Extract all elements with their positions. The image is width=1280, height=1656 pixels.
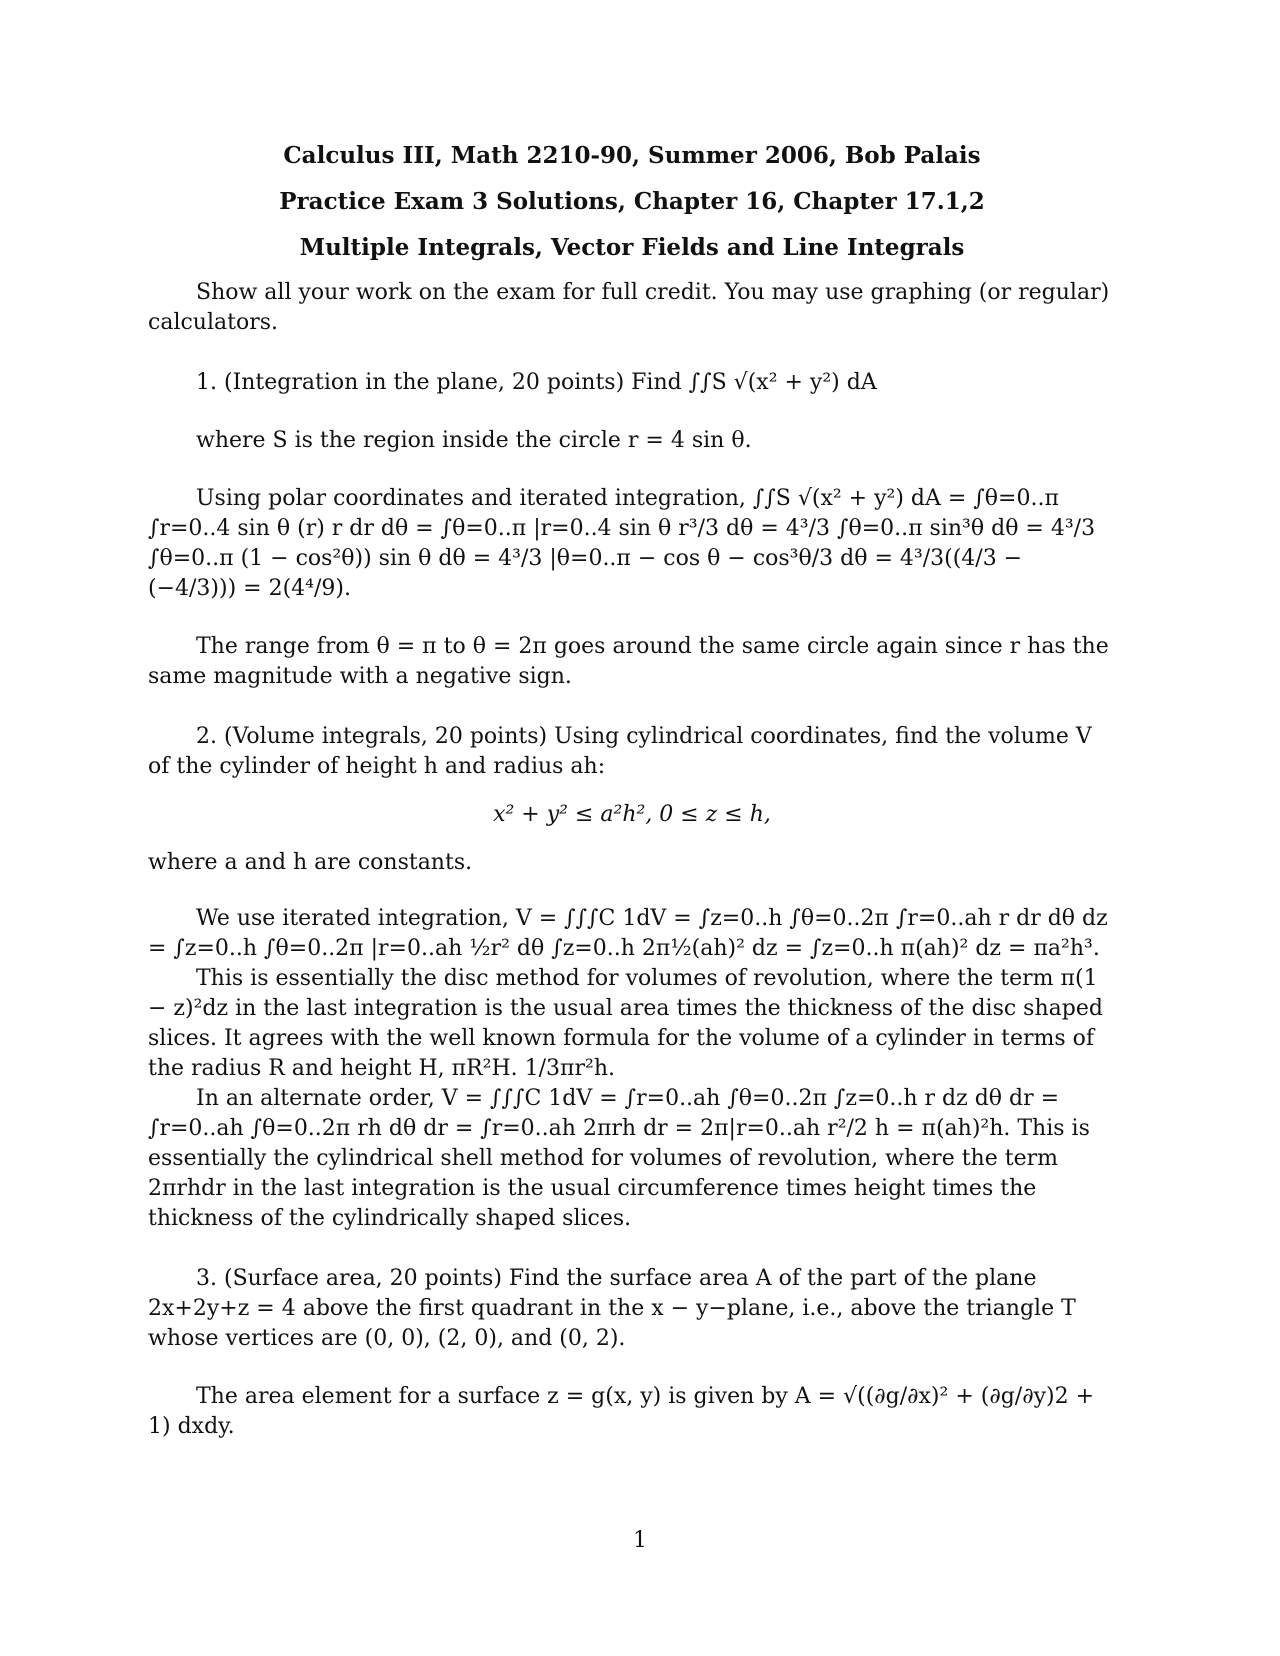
course-title: Calculus III, Math 2210-90, Summer 2006, Bob Palais [283, 142, 981, 169]
exam-title: Practice Exam 3 Solutions, Chapter 16, Chapter 17.1,2 [279, 188, 985, 215]
q1-note: The range from θ = π to θ = 2π goes around the same circle again since r has the same magnitude with a negative sign. [148, 634, 1109, 689]
instructions: Show all your work on the exam for full credit. You may use graphing (or regular) calculators. [148, 280, 1110, 335]
question-3 [148, 1264, 1116, 1442]
question-2 [148, 722, 1116, 1234]
q1-statement: 1. (Integration in the plane, 20 points) Find ∫∫S √(x² + y²) dA [196, 370, 877, 395]
page-number: 1 [633, 1528, 647, 1553]
q2-solution-3: In an alternate order, V = ∫∫∫C 1dV = ∫r=0..ah ∫θ=0..2π ∫z=0..h r dz dθ dr = ∫r=0..ah ∫θ=0..2π rh dθ dr = ∫r=0..ah 2πrh dr = 2π|r=0..ah r²/2 h = π(ah)²h. This is essentially the cylindrical shell method for volumes of revolution, where the term 2πrhdr in the last integration is the usual circumference times height times the thickness of the cylindrically shaped slices. [148, 1086, 1090, 1231]
q1-solution: Using polar coordinates and iterated integration, ∫∫S √(x² + y²) dA = ∫θ=0..π ∫r=0..4 sin θ (r) r dr dθ = ∫θ=0..π |r=0..4 sin θ r³/3 dθ = 4³/3 ∫θ=0..π sin³θ dθ = 4³/3 ∫θ=0..π (1 − cos²θ)) sin θ dθ = 4³/3 |θ=0..π − cos θ − cos³θ/3 dθ = 4³/3((4/3 − (−4/3))) = 2(4⁴/9). [148, 486, 1096, 601]
q2-constants: where a and h are constants. [148, 850, 473, 875]
q3-solution: The area element for a surface z = g(x, y) is given by A = √((∂g/∂x)² + (∂g/∂y)2 + 1) dxdy. [148, 1384, 1095, 1439]
q2-statement: 2. (Volume integrals, 20 points) Using cylindrical coordinates, find the volume V of the cylinder of height h and radius ah: [148, 724, 1092, 779]
q1-region: where S is the region inside the circle r = 4 sin θ. [196, 428, 752, 453]
q3-statement: 3. (Surface area, 20 points) Find the surface area A of the part of the plane 2x+2y+z = 4 above the first quadrant in the x − y−plane, i.e., above the triangle T whose vertices are (0, 0), (2, 0), and (0, 2). [148, 1266, 1076, 1351]
q2-inequality: x² + y² ≤ a²h², 0 ≤ z ≤ h, [493, 802, 771, 827]
topic-title: Multiple Integrals, Vector Fields and Line Integrals [299, 234, 965, 261]
document-page [148, 140, 1116, 1442]
q2-solution-2: This is essentially the disc method for volumes of revolution, where the term π(1 − z)²dz in the last integration is the usual area times the thickness of the disc shaped slices. It agrees with the well known formula for the volume of a cylinder in terms of the radius R and height H, πR²H. 1/3πr²h. [148, 966, 1103, 1081]
question-1 [148, 368, 1116, 692]
q2-solution-1: We use iterated integration, V = ∫∫∫C 1dV = ∫z=0..h ∫θ=0..2π ∫r=0..ah r dr dθ dz = ∫z=0..h ∫θ=0..2π |r=0..ah ½r² dθ ∫z=0..h 2π½(ah)² dz = ∫z=0..h π(ah)² dz = πa²h³. [148, 906, 1108, 961]
